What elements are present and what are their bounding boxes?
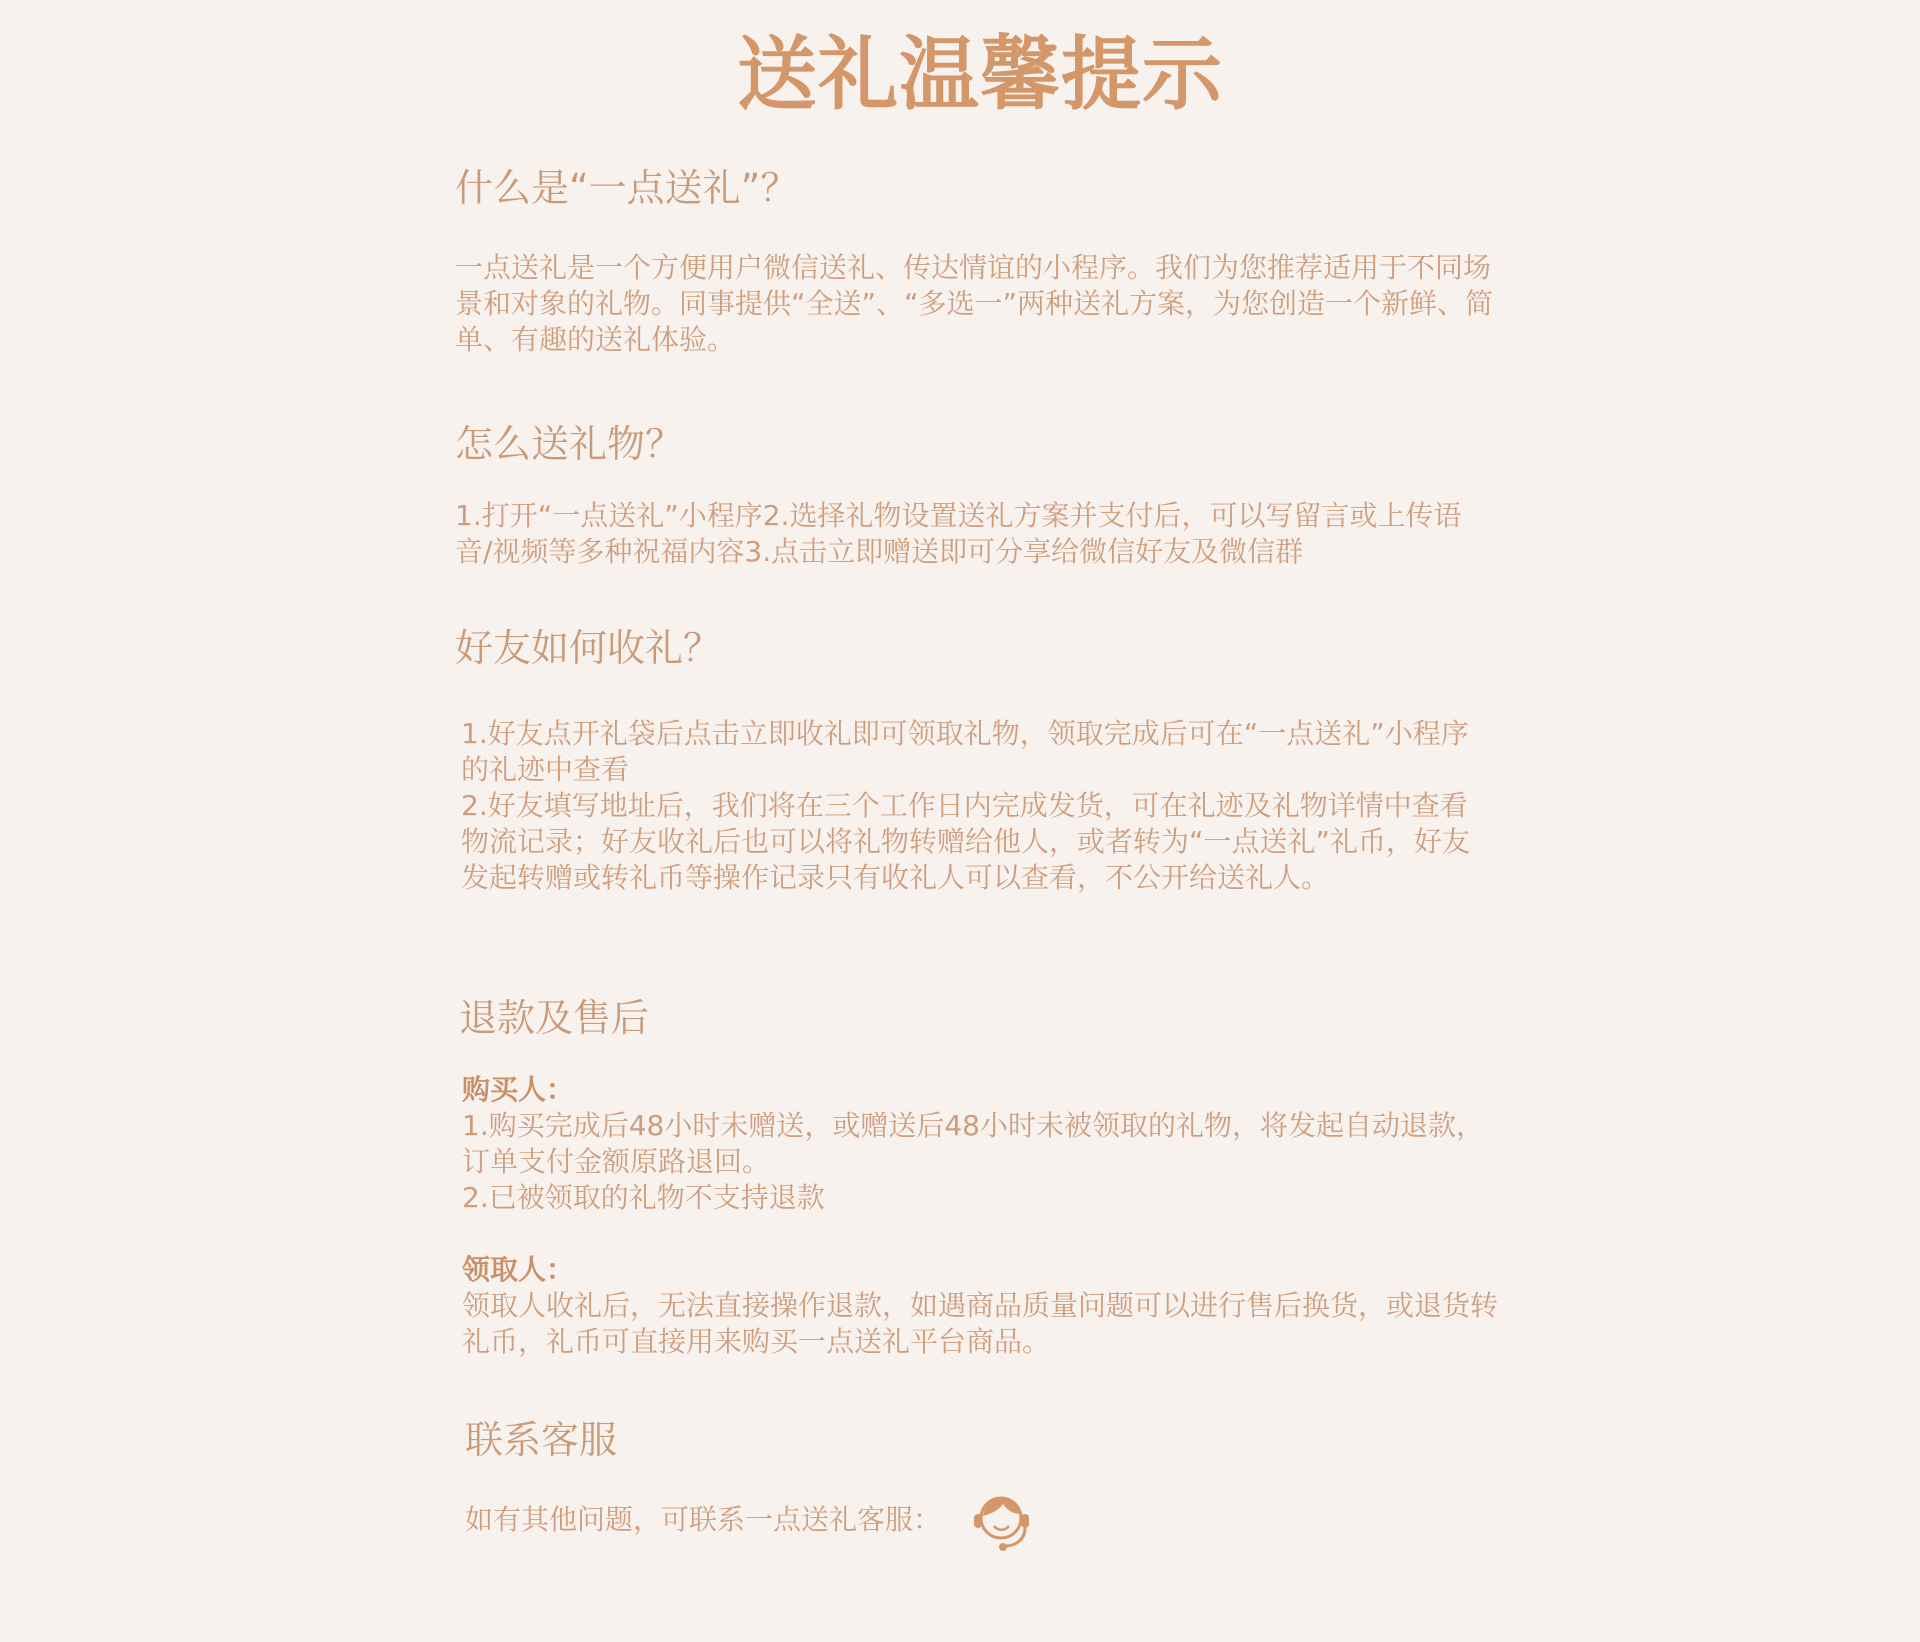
receiver-rule: 领取人收礼后，无法直接操作退款，如遇商品质量问题可以进行售后换货，或退货转礼币，礼币可直接用来购买一点送礼平台商品。: [462, 1289, 1499, 1358]
section-what-title: 什么是“一点送礼”？: [455, 166, 799, 210]
section-how: [455, 420, 1495, 570]
contact-row: [465, 1484, 1505, 1556]
customer-service-headset-icon[interactable]: [967, 1484, 1039, 1556]
receive-step-1: 1.好友点开礼袋后点击立即收礼即可领取礼物，领取完成后可在“一点送礼”小程序的礼迹中查看: [461, 717, 1469, 786]
section-refund-body: [459, 1072, 1499, 1360]
section-contact: [465, 1416, 1505, 1556]
section-what: [455, 164, 1495, 358]
section-how-body: 1.打开“一点送礼”小程序2.选择礼物设置送礼方案并支付后，可以写留言或上传语音/视频等多种祝福内容3.点击立即赠送即可分享给微信好友及微信群: [455, 499, 1462, 568]
buyer-label: 购买人：: [462, 1073, 575, 1106]
section-receive-body: [455, 716, 1491, 896]
section-contact-title: 联系客服: [465, 1418, 618, 1462]
section-receive: [455, 624, 1495, 896]
page-title: 送礼温馨提示: [737, 27, 1223, 121]
contact-text: 如有其他问题，可联系一点送礼客服：: [465, 1503, 942, 1536]
section-receive-title: 好友如何收礼？: [455, 626, 722, 670]
section-refund: [459, 994, 1499, 1360]
section-refund-title: 退款及售后: [459, 996, 650, 1040]
section-how-title: 怎么送礼物？: [455, 422, 684, 466]
buyer-rule-1: 1.购买完成后48小时未赠送，或赠送后48小时未被领取的礼物，将发起自动退款，订单支付金额原路退回。: [462, 1109, 1484, 1178]
buyer-rule-2: 2.已被领取的礼物不支持退款: [462, 1181, 825, 1214]
receiver-label: 领取人：: [462, 1253, 575, 1286]
section-what-body: 一点送礼是一个方便用户微信送礼、传达情谊的小程序。我们为您推荐适用于不同场景和对象的礼物。同事提供“全送”、“多选一”两种送礼方案，为您创造一个新鲜、简单、有趣的送礼体验。: [455, 251, 1494, 356]
receive-step-2: 2.好友填写地址后，我们将在三个工作日内完成发货，可在礼迹及礼物详情中查看物流记录；好友收礼后也可以将礼物转赠给他人，或者转为“一点送礼”礼币，好友发起转赠或转礼币等操作记录只有收礼人可以查看，不公开给送礼人。: [461, 789, 1471, 894]
